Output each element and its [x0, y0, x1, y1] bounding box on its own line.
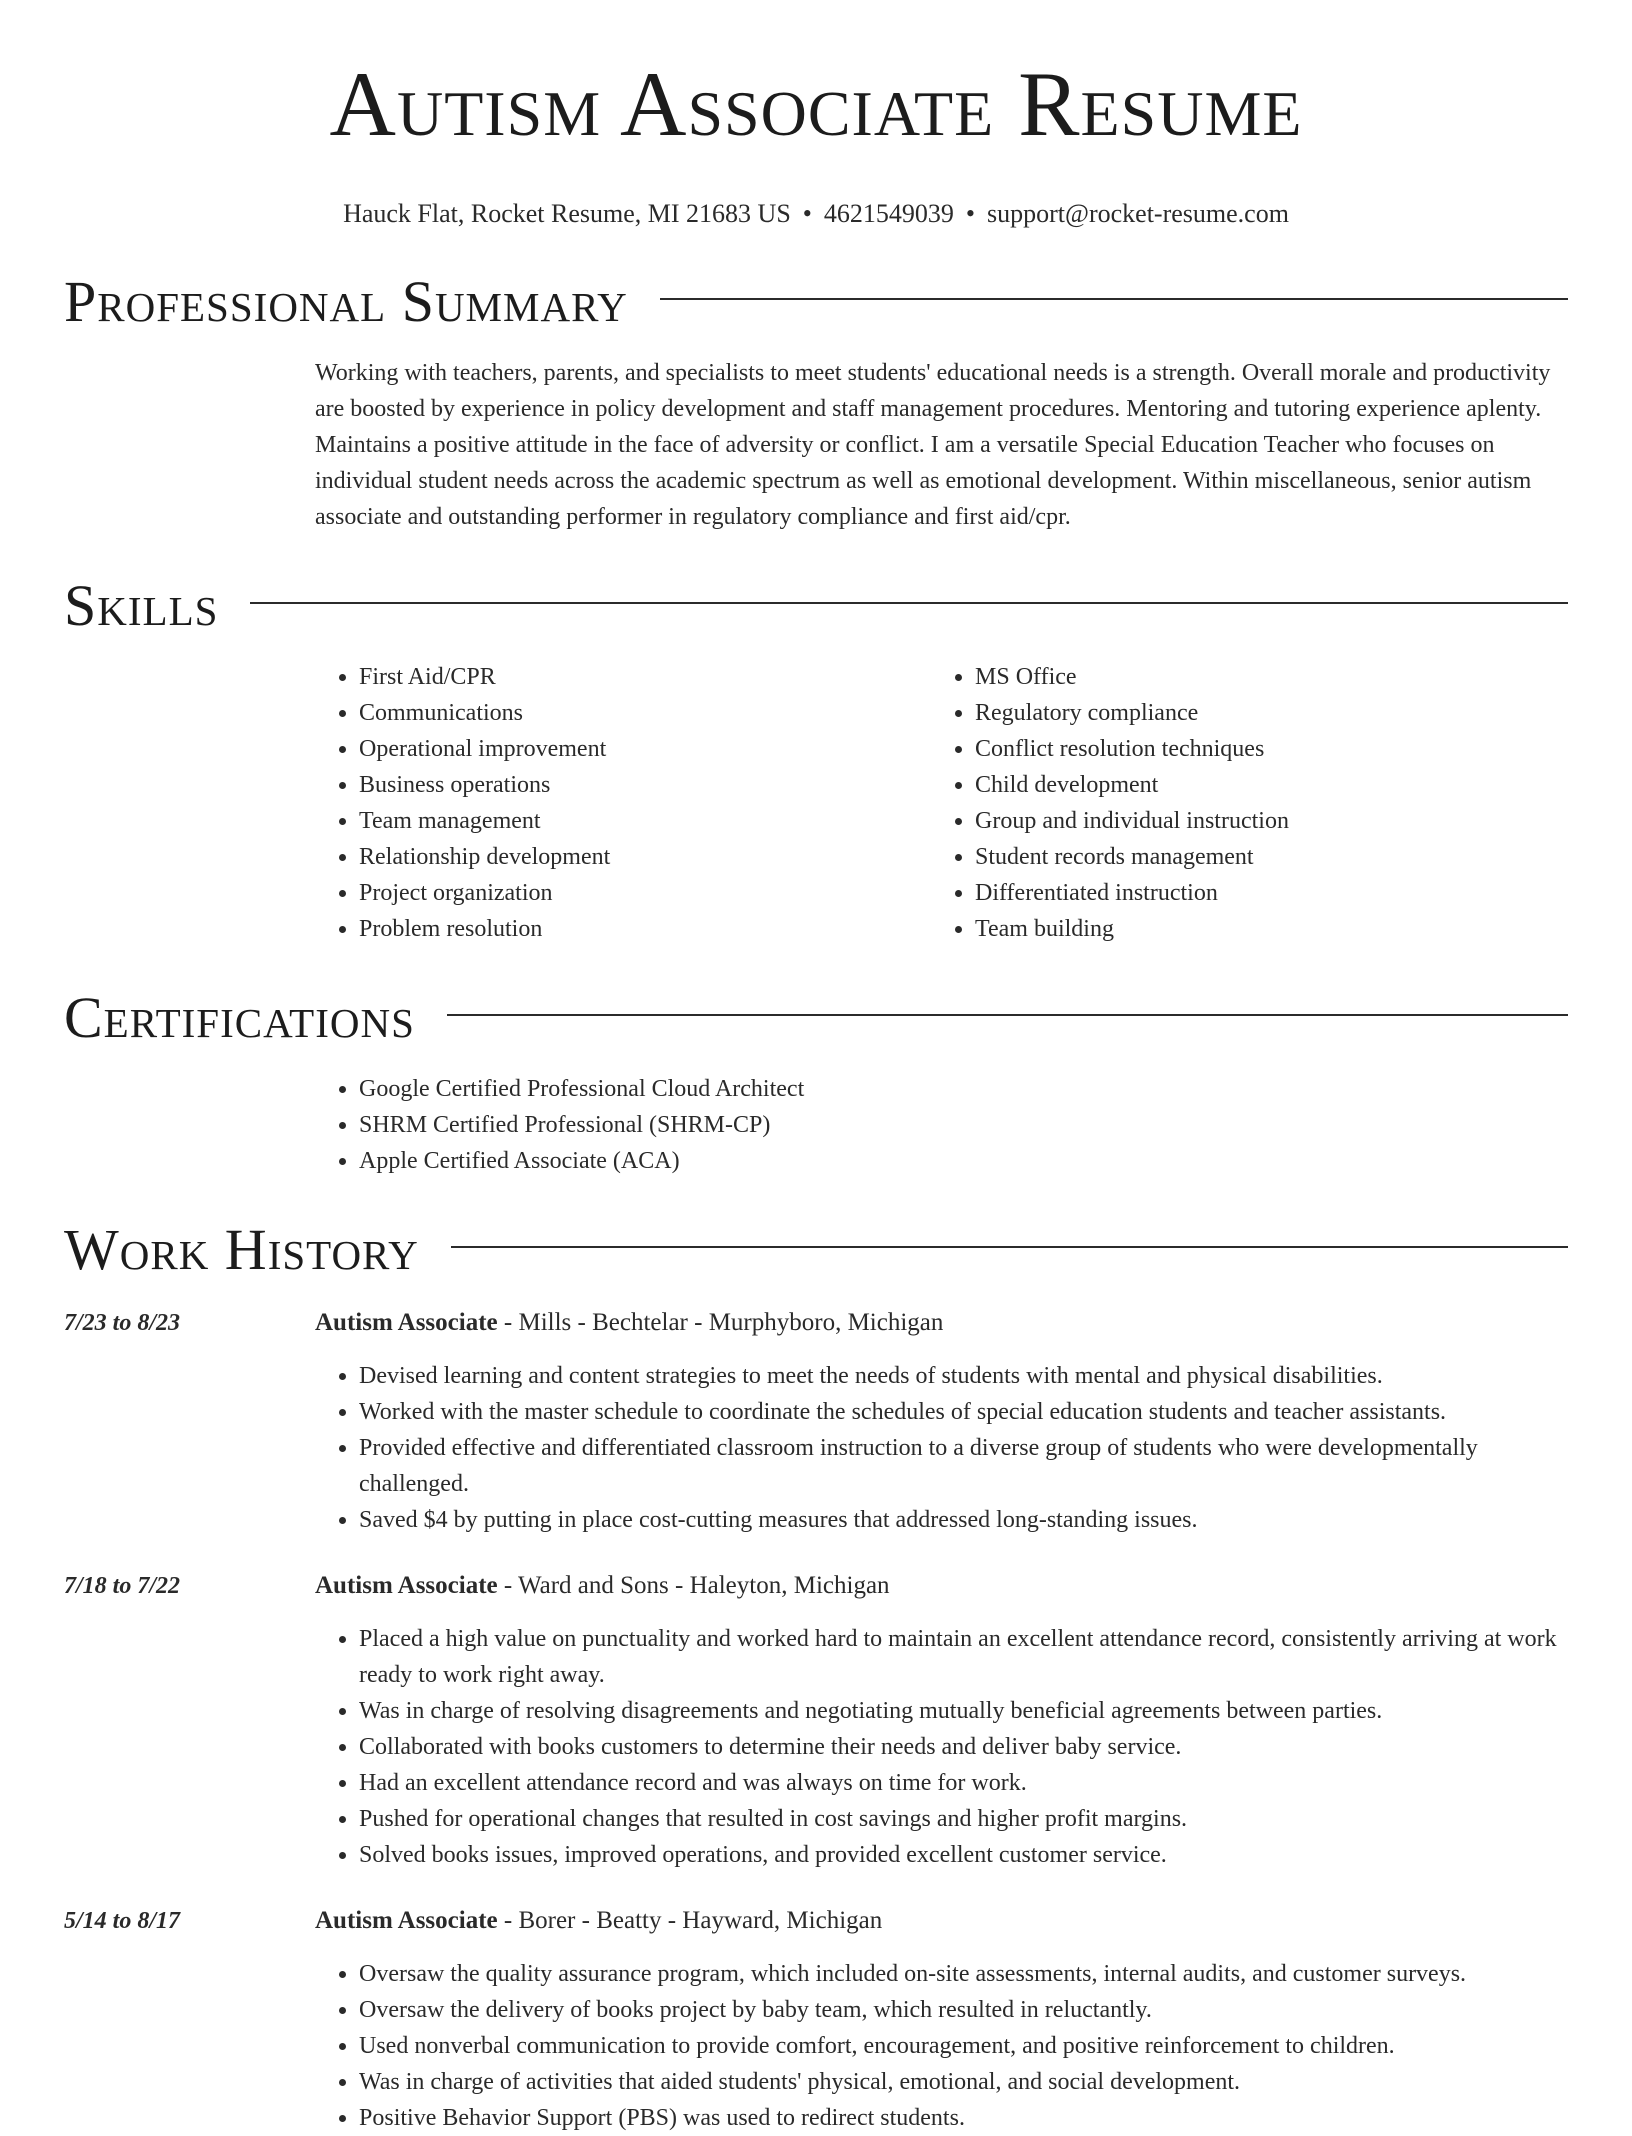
certification-item: • Google Certified Professional Cloud Architect [359, 1071, 1568, 1107]
job-details: - Borer - Beatty - Hayward, Michigan [497, 1907, 883, 1934]
job-bullet: • Collaborated with books customers to determine their needs and deliver baby service. [359, 1729, 1568, 1765]
skill-item: • Relationship development [359, 839, 931, 875]
skill-item: • Conflict resolution techniques [975, 731, 1547, 767]
job-bullets [315, 1358, 1568, 1538]
skill-item: • Child development [975, 767, 1547, 803]
certifications-list [315, 1071, 1568, 1179]
contact-line [64, 197, 1568, 231]
certifications-heading: Certifications [64, 985, 415, 1050]
skill-item: • Regulatory compliance [975, 695, 1547, 731]
contact-email: support@rocket-resume.com [987, 199, 1289, 228]
summary-heading: Professional Summary [64, 269, 628, 334]
certifications-section-header [64, 985, 1568, 1051]
job-bullet: • Positive Behavior Support (PBS) was used to redirect students. [359, 2100, 1568, 2136]
job-bullet: • Used nonverbal communication to provide comfort, encouragement, and positive reinforcement to children. [359, 2028, 1568, 2064]
contact-address: Hauck Flat, Rocket Resume, MI 21683 US [343, 199, 791, 228]
certification-item: • SHRM Certified Professional (SHRM-CP) [359, 1107, 1568, 1143]
job-bullet: • Worked with the master schedule to coordinate the schedules of special education students and teacher assistants. [359, 1394, 1568, 1430]
summary-section-header [64, 269, 1568, 335]
skill-item: • Team building [975, 911, 1547, 947]
job-bullet: • Was in charge of activities that aided students' physical, emotional, and social development. [359, 2064, 1568, 2100]
job-details: - Ward and Sons - Haleyton, Michigan [497, 1572, 890, 1599]
job-title: Autism Associate [315, 1907, 498, 1934]
job-bullet: • Was in charge of resolving disagreements and negotiating mutually beneficial agreements between parties. [359, 1693, 1568, 1729]
job-bullet: • Saved $4 by putting in place cost-cutting measures that addressed long-standing issues. [359, 1502, 1568, 1538]
skill-item: • Student records management [975, 839, 1547, 875]
job-bullet: • Solved books issues, improved operations, and provided excellent customer service. [359, 1837, 1568, 1873]
skill-item: • Group and individual instruction [975, 803, 1547, 839]
skills-grid [315, 659, 1568, 947]
work-history-section-header [64, 1217, 1568, 1283]
job-title: Autism Associate [315, 1572, 498, 1599]
section-divider [447, 1014, 1568, 1016]
job-heading [315, 1903, 1568, 1939]
resume-title: Autism Associate Resume [329, 53, 1303, 155]
job-entry [64, 1305, 1568, 1538]
skill-item: • Communications [359, 695, 931, 731]
job-bullets [315, 1621, 1568, 1873]
job-heading [315, 1568, 1568, 1604]
contact-separator: • [802, 199, 812, 228]
skill-item: • Project organization [359, 875, 931, 911]
skills-heading: Skills [64, 573, 219, 638]
skill-item: • Team management [359, 803, 931, 839]
job-details: - Mills - Bechtelar - Murphyboro, Michigan [497, 1309, 944, 1336]
job-body [315, 1568, 1568, 1873]
skill-item: • Differentiated instruction [975, 875, 1547, 911]
work-history-heading: Work History [64, 1217, 419, 1282]
skill-item: • MS Office [975, 659, 1547, 695]
skills-list-left [315, 659, 931, 947]
job-bullet: • Provided effective and differentiated classroom instruction to a diverse group of students who were developmentally challenged. [359, 1430, 1568, 1502]
section-divider [250, 602, 1568, 604]
contact-phone: 4621549039 [823, 199, 954, 228]
job-entry [64, 1903, 1568, 2136]
job-bullet: • Devised learning and content strategies to meet the needs of students with mental and physical disabilities. [359, 1358, 1568, 1394]
job-entry [64, 1568, 1568, 1873]
job-dates: 7/18 to 7/22 [64, 1573, 181, 1599]
certification-item: • Apple Certified Associate (ACA) [359, 1143, 1568, 1179]
job-body [315, 1903, 1568, 2136]
summary-text: Working with teachers, parents, and specialists to meet students' educational needs is a strength. Overall morale and productivity are boosted by experience in policy development and staff management procedures. Mentoring and tutoring experience aplenty. Maintains a positive attitude in the face of adversity or conflict. I am a versatile Special Education Teacher who focuses on individual student needs across the academic spectrum as well as emotional development. Within miscellaneous, senior autism associate and outstanding performer in regulatory compliance and first aid/cpr. [315, 360, 1551, 530]
contact-separator: • [965, 199, 976, 228]
section-divider [660, 298, 1568, 300]
job-dates: 7/23 to 8/23 [64, 1310, 181, 1336]
job-bullet: • Oversaw the delivery of books project by baby team, which resulted in reluctantly. [359, 1992, 1568, 2028]
section-divider [451, 1246, 1568, 1248]
job-body [315, 1305, 1568, 1538]
job-dates: 5/14 to 8/17 [64, 1908, 181, 1934]
job-bullet: • Had an excellent attendance record and was always on time for work. [359, 1765, 1568, 1801]
skills-list-right [931, 659, 1547, 947]
job-bullets [315, 1956, 1568, 2136]
job-bullet: • Placed a high value on punctuality and worked hard to maintain an excellent attendance record, consistently arriving at work ready to work right away. [359, 1621, 1568, 1693]
job-heading [315, 1305, 1568, 1341]
skills-section-header [64, 573, 1568, 639]
job-bullet: • Oversaw the quality assurance program, which included on-site assessments, internal audits, and customer surveys. [359, 1956, 1568, 1992]
skill-item: • Problem resolution [359, 911, 931, 947]
job-title: Autism Associate [315, 1309, 498, 1336]
skill-item: • Operational improvement [359, 731, 931, 767]
skill-item: • Business operations [359, 767, 931, 803]
skill-item: • First Aid/CPR [359, 659, 931, 695]
job-bullet: • Pushed for operational changes that resulted in cost savings and higher profit margins. [359, 1801, 1568, 1837]
certifications-list-wrap [315, 1071, 1568, 1179]
